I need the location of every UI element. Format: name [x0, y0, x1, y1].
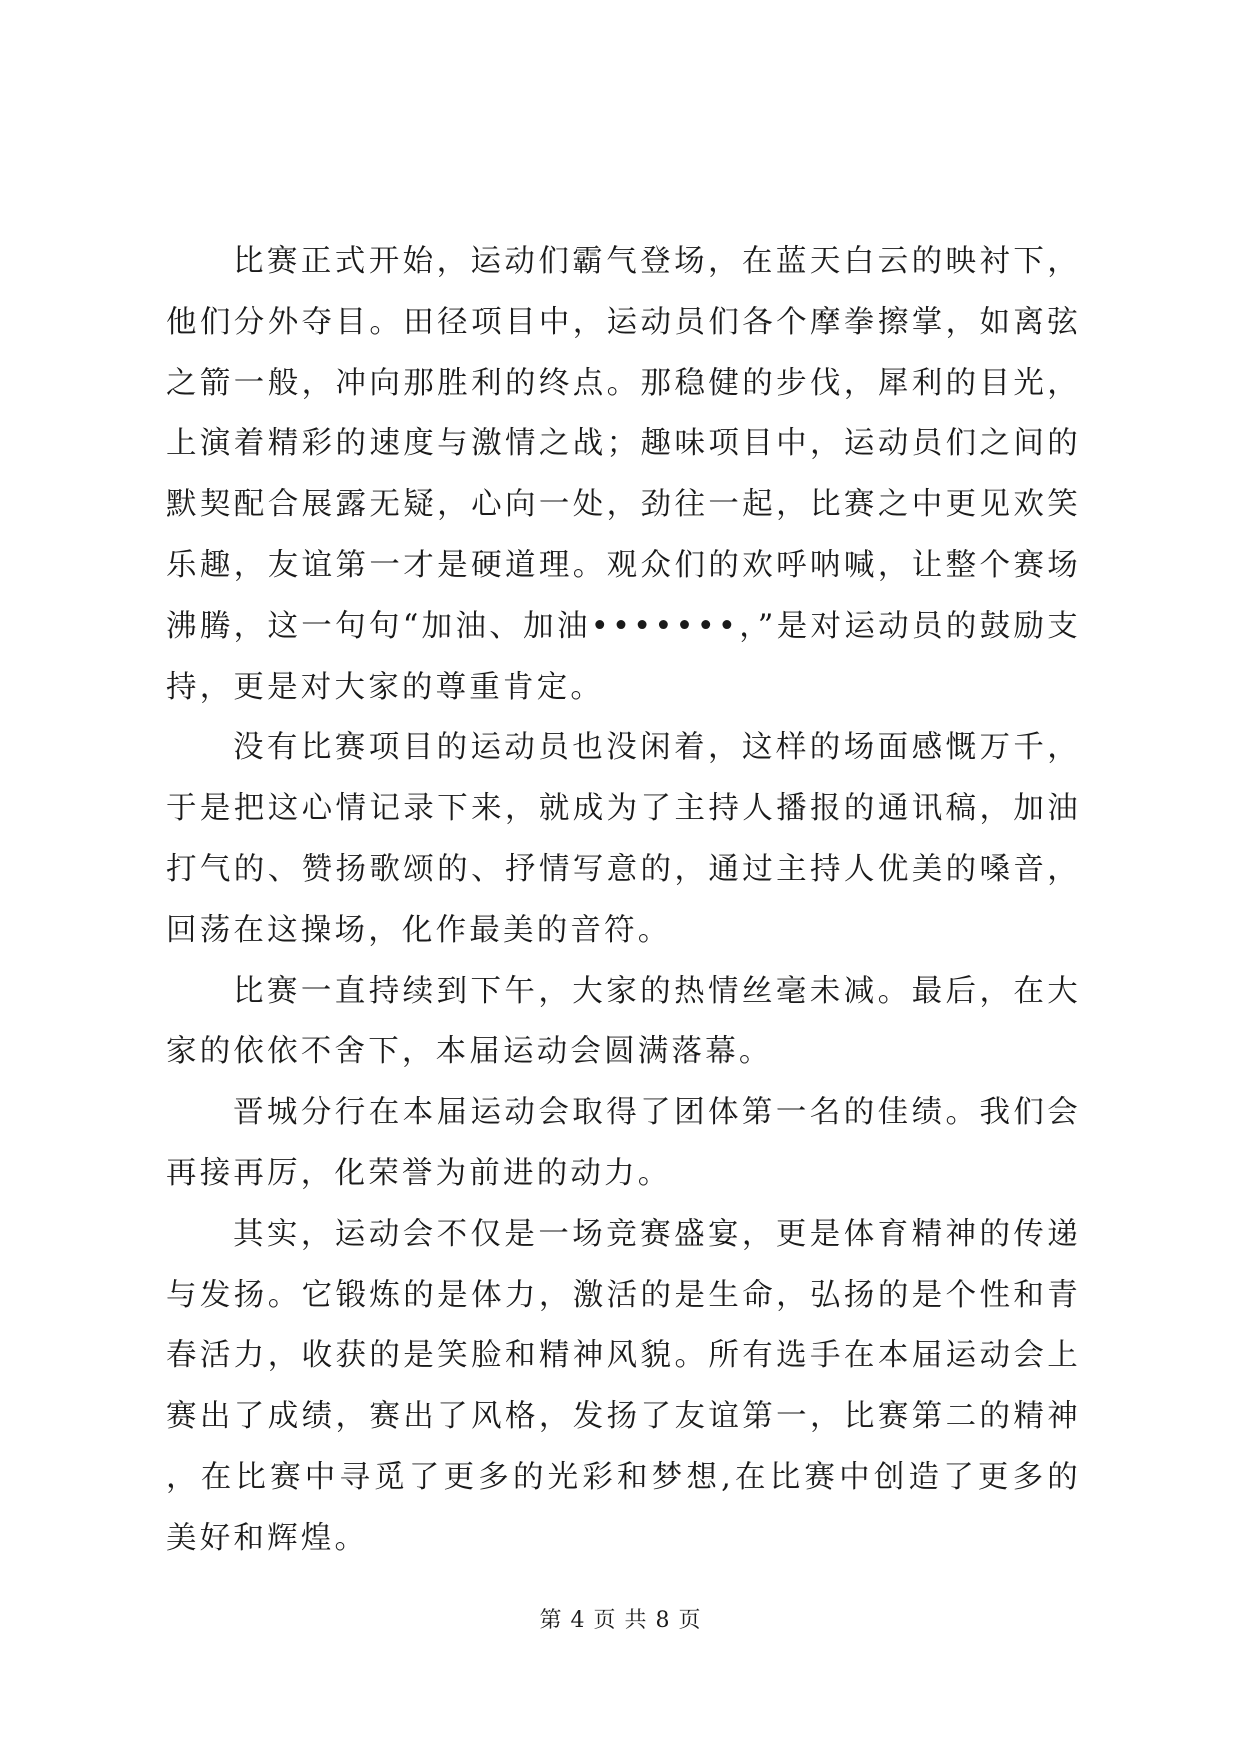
paragraph-competition-start: 比赛正式开始，运动们霸气登场，在蓝天白云的映衬下，他们分外夺目。田径项目中，运动员们各个摩拳擦掌，如离弦之箭一般，冲向那胜利的终点。那稳健的步伐，犀利的目光，上演着精彩的速度与激情之战；趣味项目中，运动员们之间的默契配合展露无疑，心向一处，劲往一起，比赛之中更见欢笑乐趣，友谊第一才是硬道理。观众们的欢呼呐喊，让整个赛场沸腾，这一句句“加油、加油•••••••，”是对运动员的鼓励支持，更是对大家的尊重肯定。	[166, 244, 1081, 705]
page-number-label: 第 4 页 共 8 页	[539, 1608, 702, 1633]
paragraph-closing: 比赛一直持续到下午，大家的热情丝毫未减。最后，在大家的依依不舍下，本届运动会圆满落幕。	[166, 973, 1081, 1070]
paragraph-sports-spirit: 其实，运动会不仅是一场竞赛盛宴，更是体育精神的传递与发扬。它锻炼的是体力，激活的是生命，弘扬的是个性和青春活力，收获的是笑脸和精神风貌。所有选手在本届运动会上赛出了成绩，赛出了风格，发扬了友谊第一，比赛第二的精神，在比赛中寻觅了更多的光彩和梦想,在比赛中创造了更多的美好和辉煌。	[166, 1216, 1081, 1556]
paragraph-team-result: 晋城分行在本届运动会取得了团体第一名的佳绩。我们会再接再厉，化荣誉为前进的动力。	[166, 1095, 1081, 1191]
document-body	[166, 232, 1081, 1570]
page-footer	[0, 1606, 1241, 1636]
paragraph-broadcast-writers: 没有比赛项目的运动员也没闲着，这样的场面感慨万千，于是把这心情记录下来，就成为了主持人播报的通讯稿，加油打气的、赞扬歌颂的、抒情写意的，通过主持人优美的嗓音，回荡在这操场，化作最美的音符。	[166, 730, 1081, 948]
